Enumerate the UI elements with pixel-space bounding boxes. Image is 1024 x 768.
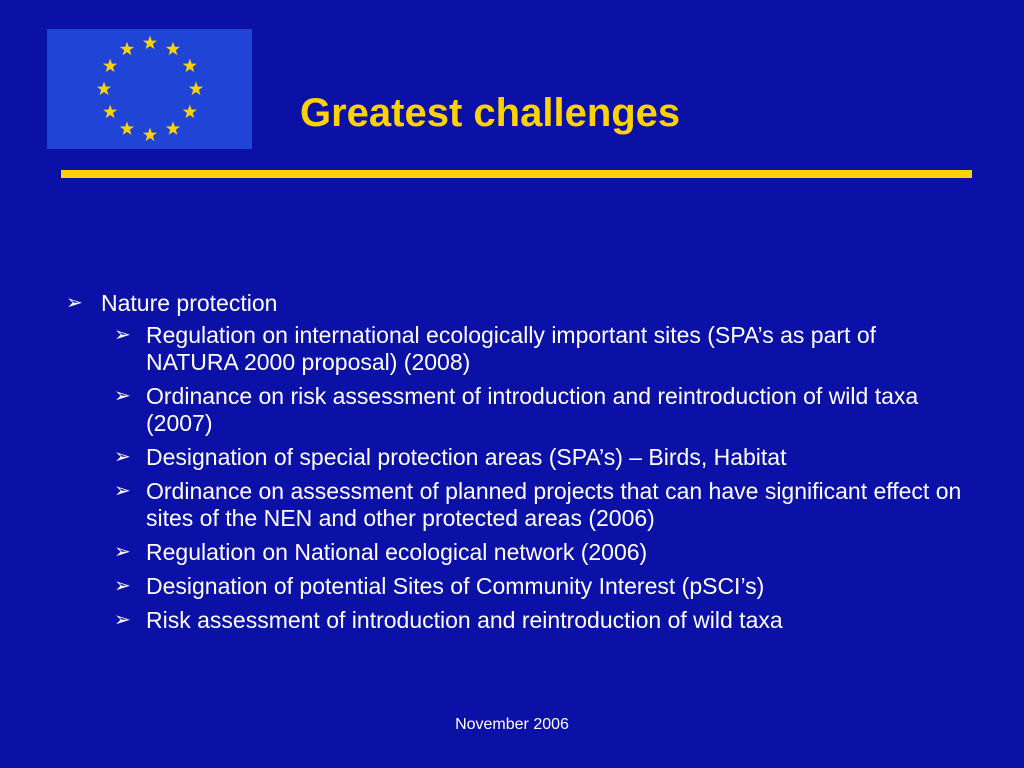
list-item <box>66 383 966 437</box>
list-item-text: Designation of special protection areas (SPA’s) – Birds, Habitat <box>146 444 787 470</box>
star-icon <box>97 82 111 96</box>
arrow-bullet-icon: ➢ <box>114 480 131 502</box>
star-icon <box>120 42 134 56</box>
slide-body <box>66 290 966 641</box>
arrow-bullet-icon: ➢ <box>114 541 131 563</box>
star-icon <box>143 128 157 142</box>
arrow-bullet-icon: ➢ <box>114 324 131 346</box>
star-icon <box>183 59 197 73</box>
arrow-bullet-icon: ➢ <box>114 385 131 407</box>
arrow-bullet-icon: ➢ <box>114 575 131 597</box>
list-item-text: Regulation on National ecological network (2006) <box>146 539 648 565</box>
list-item <box>66 478 966 532</box>
list-item-text: Ordinance on risk assessment of introduction and reintroduction of wild taxa (2007) <box>146 383 919 436</box>
list-item-text: Risk assessment of introduction and reintroduction of wild taxa <box>146 607 783 633</box>
star-icon <box>166 42 180 56</box>
list-item-text: Ordinance on assessment of planned projects that can have significant effect on sites of the NEN and other protected areas (2006) <box>146 478 962 531</box>
list-item-topic <box>66 290 966 317</box>
list-item <box>66 444 966 471</box>
arrow-bullet-icon: ➢ <box>114 609 131 631</box>
star-icon <box>143 36 157 50</box>
list-item <box>66 322 966 376</box>
page-title: Greatest challenges <box>300 91 681 135</box>
star-icon <box>166 121 180 135</box>
arrow-bullet-icon: ➢ <box>66 292 83 314</box>
list-item-text: Regulation on international ecologically important sites (SPA’s as part of NATURA 2000 proposal) (2008) <box>146 322 877 375</box>
star-icon <box>103 59 117 73</box>
star-icon <box>120 121 134 135</box>
topic-text: Nature protection <box>101 290 278 316</box>
footer-date: November 2006 <box>455 716 569 733</box>
star-icon <box>183 105 197 119</box>
star-icon <box>103 105 117 119</box>
list-item <box>66 573 966 600</box>
star-icon <box>189 82 203 96</box>
arrow-bullet-icon: ➢ <box>114 446 131 468</box>
list-item-text: Designation of potential Sites of Community Interest (pSCI’s) <box>146 573 765 599</box>
list-item <box>66 539 966 566</box>
list-item <box>66 607 966 634</box>
eu-flag-icon <box>47 29 252 149</box>
title-divider <box>61 170 972 178</box>
